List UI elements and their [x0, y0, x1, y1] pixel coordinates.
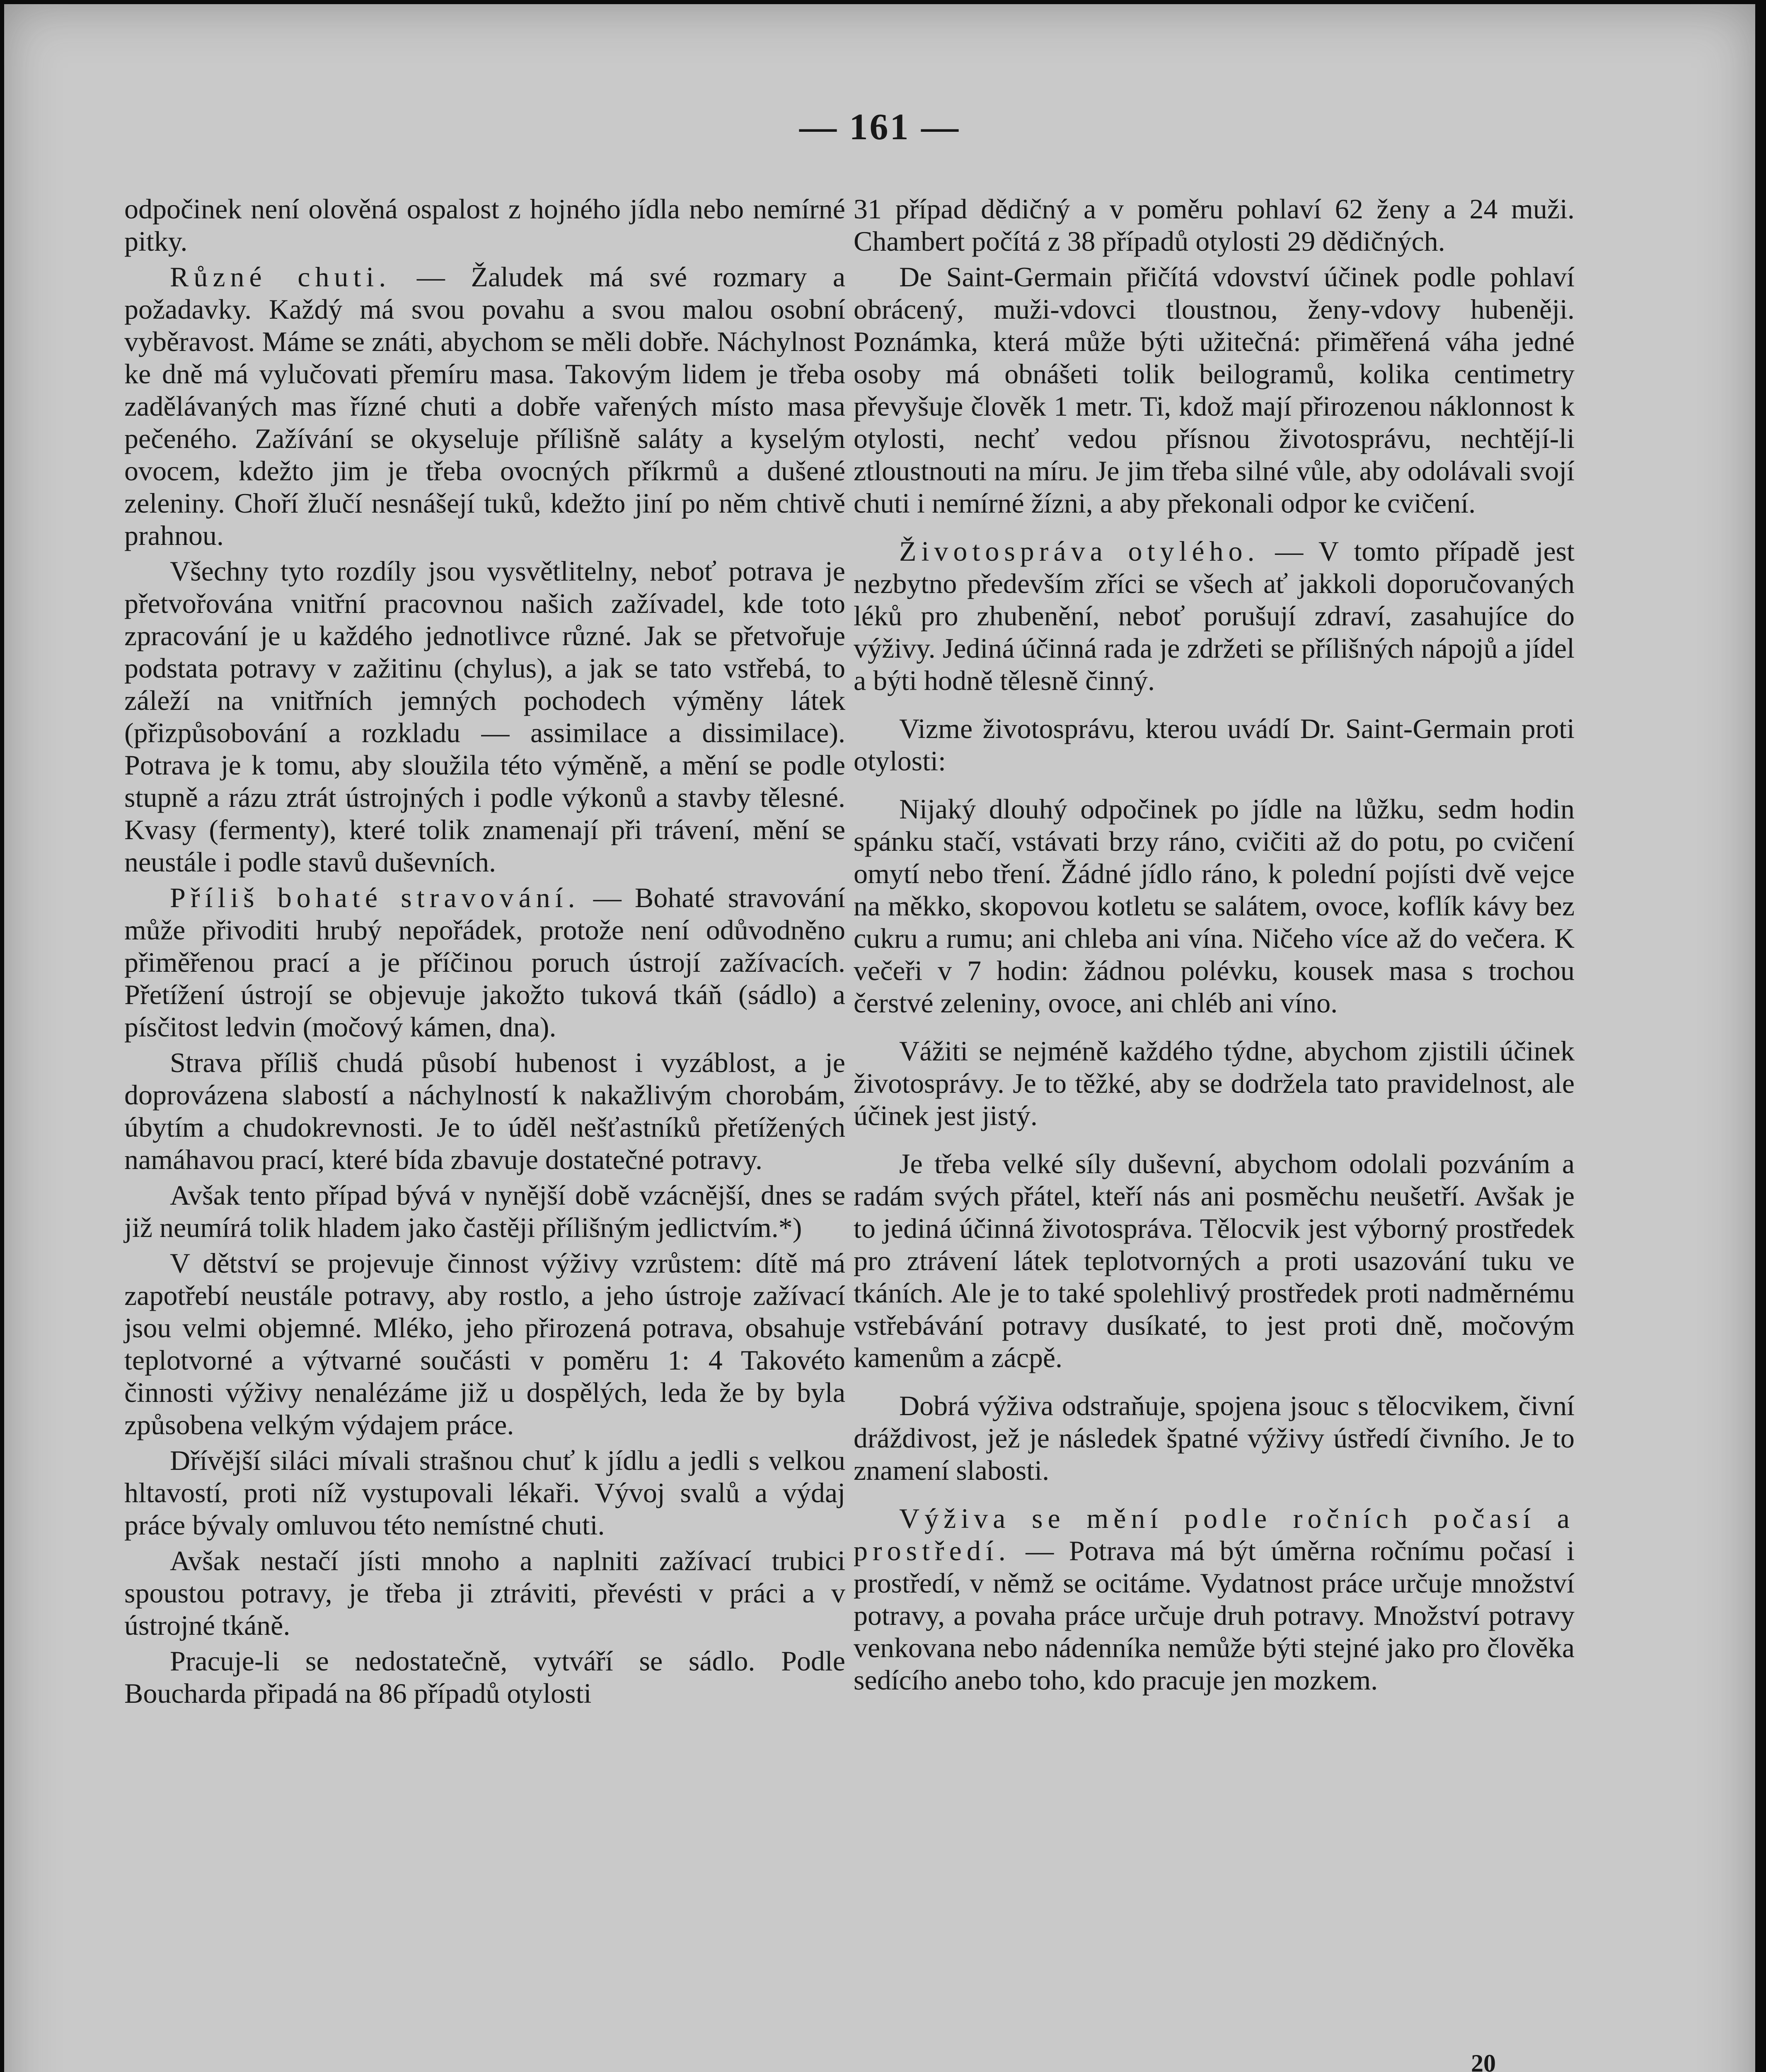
section-heading: Různé chuti. [170, 261, 391, 293]
paragraph [124, 261, 845, 552]
paragraph-text: Avšak nestačí jísti mnoho a naplniti zažívací trubici spoustou potravy, je třeba ji ztráviti, převésti v práci a v ústrojné tkáně. [124, 1545, 845, 1641]
section-heading: Příliš bohaté stravování. [170, 882, 580, 913]
paragraph-text: Avšak tento případ bývá v nynější době vzácnější, dnes se již neumírá tolik hladem jako častěji přílišným jedlictvím.*) [124, 1179, 845, 1243]
paragraph [854, 1035, 1575, 1132]
paragraph [854, 1502, 1575, 1696]
section-heading: Výživa se mění podle ročních počasí a prostředí. [854, 1503, 1575, 1566]
paragraph [854, 712, 1575, 777]
paragraph [854, 1147, 1575, 1374]
section-heading: Životospráva otylého. [899, 535, 1260, 567]
paragraph [124, 1247, 845, 1441]
paragraph [124, 881, 845, 1043]
left-column [124, 193, 845, 1713]
paragraph [854, 193, 1575, 257]
paragraph [124, 1046, 845, 1176]
paragraph [124, 1444, 845, 1541]
paragraph-text: Vizme životosprávu, kterou uvádí Dr. Saint-Germain proti otylosti: [854, 713, 1575, 777]
right-column [854, 193, 1575, 1712]
paragraph-text: Je třeba velké síly duševní, abychom odolali pozváním a radám svých přátel, kteří nás ani posměchu neušetří. Avšak je to jediná účinná životospráva. Tělocvik jest výborný prostředek pro ztrávení látek teplotvorných a proti usazování tuku ve tkáních. Ale je to také spolehlivý prostředek proti nadměrnému vstřebávání potravy dusíkaté, to jest proti dně, močovým kamenům a zácpě. [854, 1148, 1575, 1373]
paragraph-text: Strava příliš chudá působí hubenost i vyzáblost, a je doprovázena slabostí a náchylností k nakažlivým chorobám, úbytím a chudokrevnosti. Je to úděl nešťastníků přetížených namáhavou prací, které bída zbavuje dostatečné potravy. [124, 1047, 845, 1175]
paragraph [124, 555, 845, 878]
paragraph-text: De Saint-Germain přičítá vdovství účinek podle pohlaví obrácený, muži-vdovci tloustnou, ženy-vdovy hubeněji. Poznámka, která může býti užitečná: přiměřená váha jedné osoby má obnášeti tolik beilogramů, kolika centimetry převyšuje člověk 1 metr. Ti, kdož mají přirozenou náklonnost k otylosti, nechť vedou přísnou životosprávu, nechtějí-li ztloustnouti na míru. Je jim třeba silné vůle, aby odolávali svojí chuti i nemírné žízni, a aby překonali odpor ke cvičení. [854, 261, 1575, 519]
paragraph [854, 535, 1575, 697]
paragraph-text: — V tomto případě jest nezbytno především zříci se všech ať jakkoli doporučovaných léků pro zhubenění, neboť porušují zdraví, zasahujíce do výživy. Jediná účinná rada je zdržeti se přílišných nápojů a jídel a býti hodně tělesně činný. [854, 535, 1575, 696]
paragraph-text: Dobrá výživa odstraňuje, spojena jsouc s tělocvikem, čivní dráždivost, jež je následek špatné výživy ústředí čivního. Je to znamení slabosti. [854, 1390, 1575, 1486]
paragraph [854, 793, 1575, 1019]
paragraph-text: odpočinek není olověná ospalost z hojného jídla nebo nemírné pitky. [124, 193, 845, 257]
paragraph-text: Dřívější siláci mívali strašnou chuť k jídlu a jedli s velkou hltavostí, proti níž vystupovali lékaři. Vývoj svalů a výdaj práce bývaly omluvou této nemístné chuti. [124, 1445, 845, 1541]
paragraph-text: Vážiti se nejméně každého týdne, abychom zjistili účinek životosprávy. Je to těžké, aby se dodržela tato pravidelnost, ale účinek jest jistý. [854, 1035, 1575, 1131]
paragraph-text: — Bohaté stravování může přivoditi hrubý nepořádek, protože není odůvodněno přiměřenou prací a je příčinou poruch ústrojí zažívacích. Přetížení ústrojí se objevuje jakožto tuková tkáň (sádlo) a písčitost ledvin (močový kámen, dna). [124, 882, 845, 1043]
paragraph-text: — Žaludek má své rozmary a požadavky. Každý má svou povahu a svou malou osobní vyběravost. Máme se znáti, abychom se měli dobře. Náchylnost ke dně má vylučovati přemíru masa. Takovým lidem je třeba zadělávaných mas řízné chuti a dobře vařených místo masa pečeného. Zažívání se okyseluje přílišně saláty a kyselým ovocem, kdežto jim je třeba ovocných příkrmů a dušené zeleniny. Choří žlučí nesnášejí tuků, kdežto jiní po něm chtivě prahnou. [124, 261, 846, 551]
paragraph-text: 31 případ dědičný a v poměru pohlaví 62 ženy a 24 muži. Chambert počítá z 38 případů otylosti 29 dědičných. [854, 193, 1575, 257]
paragraph [124, 1544, 845, 1641]
page-number: — 161 — [799, 107, 960, 148]
paragraph [854, 1389, 1575, 1486]
paragraph [124, 1645, 845, 1709]
paragraph-text: Nijaký dlouhý odpočinek po jídle na lůžku, sedm hodin spánku stačí, vstávati brzy ráno, cvičiti až do potu, po cvičení omytí nebo tření. Žádné jídlo ráno, k polední pojísti dvě vejce na měkko, skopovou kotletu se salátem, ovoce, koflík kávy bez cukru a rumu; ani chleba ani vína. Ničeho více až do večera. K večeři v 7 hodin: žádnou polévku, kousek masa s trochou čerstvé zeleniny, ovoce, ani chléb ani víno. [854, 793, 1575, 1019]
paragraph [854, 261, 1575, 519]
paragraph [124, 193, 845, 257]
paragraph-text: Pracuje-li se nedostatečně, vytváří se sádlo. Podle Boucharda připadá na 86 případů otylosti [124, 1645, 845, 1709]
paragraph-text: V dětství se projevuje činnost výživy vzrůstem: dítě má zapotřebí neustále potravy, aby rostlo, a jeho ústroje zažívací jsou velmi objemné. Mléko, jeho přirozená potrava, obsahuje teplotvorné a výtvarné součásti v poměru 1: 4 Takovéto činnosti výživy nenalézáme již u dospělých, leda že by byla způsobena velkým výdajem práce. [124, 1247, 845, 1440]
scanned-page [4, 4, 1755, 2072]
printer-signature: 20 [1471, 2050, 1496, 2072]
paragraph-text: — Potrava má být úměrna ročnímu počasí i prostředí, v němž se ocitáme. Vydatnost práce určuje množství potravy, a povaha práce určuje druh potravy. Množství potravy venkovana nebo nádenníka nemůže býti stejné jako pro člověka sedícího anebo toho, kdo pracuje jen mozkem. [854, 1535, 1575, 1696]
paragraph [124, 1179, 845, 1244]
paragraph-text: Všechny tyto rozdíly jsou vysvětlitelny, neboť potrava je přetvořována vnitřní pracovnou našich zažívadel, kde toto zpracování je u každého jednotlivce různé. Jak se přetvořuje podstata potravy v zažitinu (chylus), a jak se tato vstřebá, to záleží na vnitřních jemných pochodech výměny látek (přizpůsobování a rozkladu — assimilace a dissimilace). Potrava je k tomu, aby sloužila této výměně, a mění se podle stupně a rázu ztrát ústrojných i podle výkonů a stavby tělesné. Kvasy (fermenty), které tolik znamenají při trávení, mění se neustále i podle stavů duševních. [124, 555, 845, 878]
